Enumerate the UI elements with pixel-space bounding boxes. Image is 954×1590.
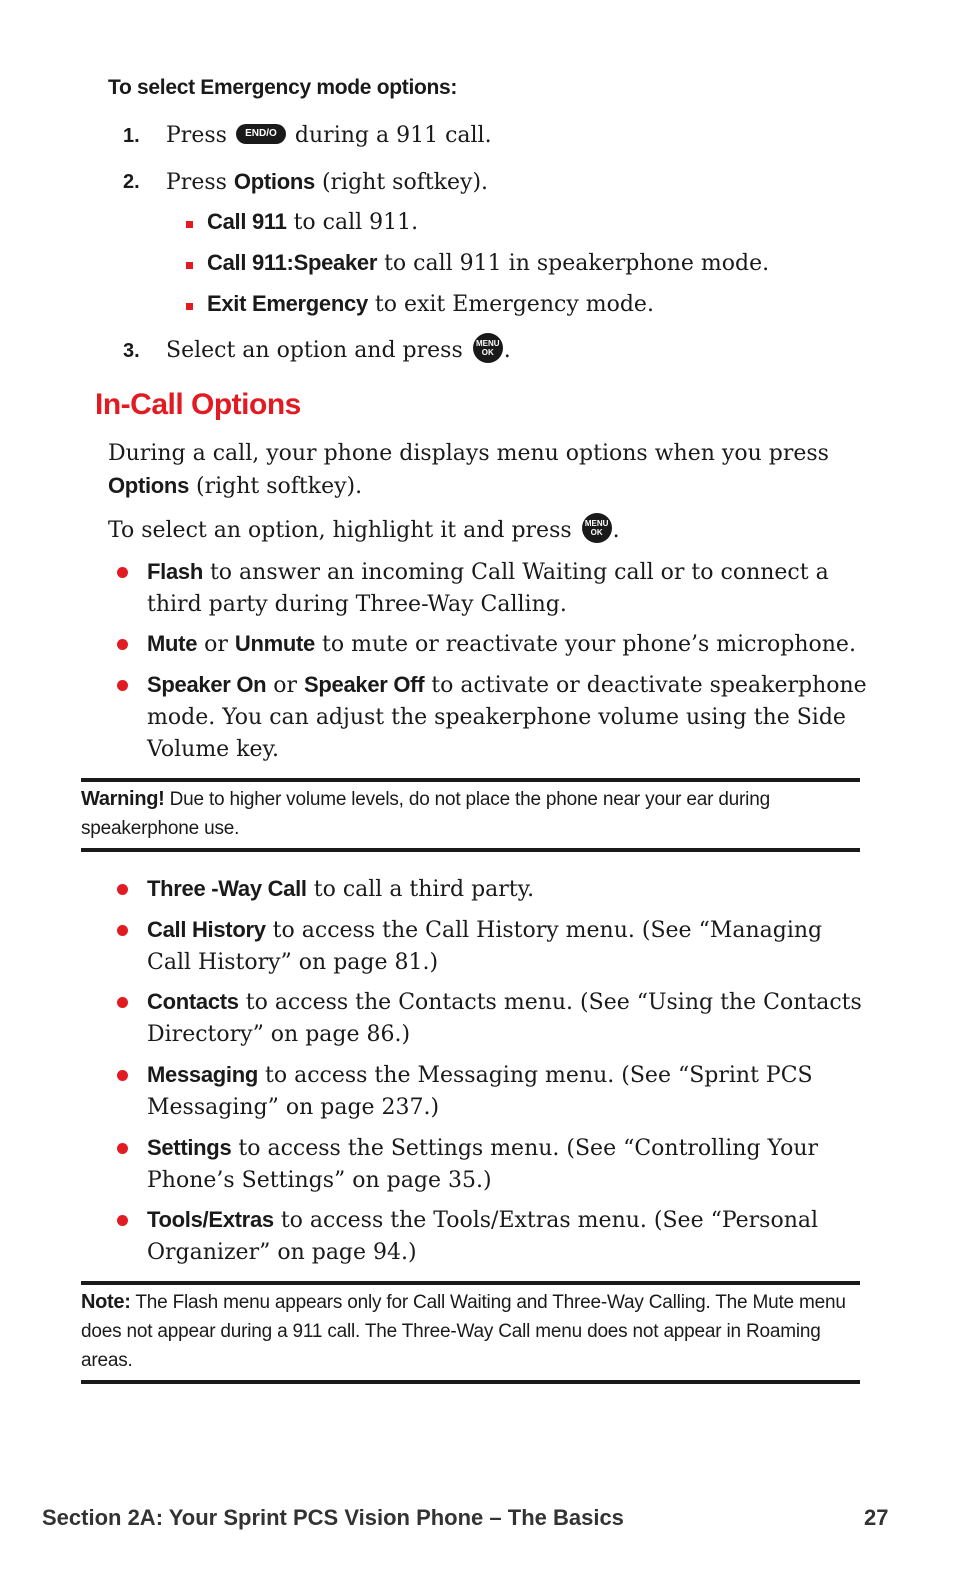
subheading: To select Emergency mode options: <box>108 76 458 99</box>
bullet-icon <box>117 997 128 1008</box>
option-text: to access the Messaging menu. (See “Sprint PCS Messaging” on page 237.) <box>147 1063 813 1120</box>
option-text: to call 911 in speakerphone mode. <box>384 251 770 276</box>
bullet-icon <box>117 567 128 578</box>
step-text: Select an option and press <box>166 338 463 363</box>
step-3 <box>166 335 511 367</box>
option-label: Flash <box>147 559 203 584</box>
warning-box <box>81 785 860 843</box>
option-text: to access the Call History menu. (See “Managing Call History” on page 81.) <box>147 918 823 975</box>
bullet-icon <box>117 680 128 691</box>
option-text: to access the Settings menu. (See “Controlling Your Phone’s Settings” on page 35.) <box>147 1136 819 1193</box>
menu-ok-key-icon: MENU OK <box>473 333 503 363</box>
note-box <box>81 1288 860 1375</box>
step-text: Press <box>166 123 227 148</box>
option-text: or <box>204 632 228 657</box>
step-text: during a 911 call. <box>294 123 492 148</box>
option-label: Mute <box>147 631 198 656</box>
option-label: Messaging <box>147 1062 258 1087</box>
option-text: to mute or reactivate your phone’s microphone. <box>322 632 856 657</box>
step-text: Press <box>166 170 227 195</box>
warning-text: Due to higher volume levels, do not place the phone near your ear during speakerphone use. <box>81 789 770 839</box>
list-item <box>147 628 867 661</box>
bullet-icon <box>117 1215 128 1226</box>
option-text: to activate or deactivate speakerphone mode. You can adjust the speakerphone volume using the Side Volume key. <box>147 673 867 762</box>
option-label: Three -Way Call <box>147 876 307 901</box>
sub-option <box>207 288 654 321</box>
intro-text: (right softkey). <box>196 474 363 499</box>
step-2 <box>166 166 488 199</box>
note-label: Note: <box>81 1291 131 1313</box>
divider <box>81 778 860 782</box>
softkey-label: Options <box>108 473 190 498</box>
list-item <box>147 873 867 906</box>
divider <box>81 848 860 852</box>
instruction-text: . <box>612 518 620 543</box>
step-text: . <box>503 338 511 363</box>
step-number: 3. <box>123 340 140 362</box>
option-text: to access the Tools/Extras menu. (See “Personal Organizer” on page 94.) <box>147 1208 819 1265</box>
list-item <box>147 986 867 1051</box>
section-heading: In-Call Options <box>95 388 301 421</box>
option-text: to exit Emergency mode. <box>374 292 654 317</box>
option-label: Unmute <box>234 631 315 656</box>
option-label: Call 911:Speaker <box>207 250 378 275</box>
list-item <box>147 1132 867 1197</box>
bullet-icon <box>117 925 128 936</box>
step-1 <box>166 120 492 152</box>
instruction-text: To select an option, highlight it and press <box>108 518 572 543</box>
bullet-icon <box>117 639 128 650</box>
note-text: The Flash menu appears only for Call Waiting and Three-Way Calling. The Mute menu does not appear during a 911 call. The Three-Way Call menu does not appear in Roaming areas. <box>81 1292 846 1371</box>
softkey-label: Options <box>233 169 315 194</box>
divider <box>81 1380 860 1384</box>
square-bullet-icon <box>186 303 193 310</box>
intro-paragraph <box>108 438 868 503</box>
list-item <box>147 914 867 979</box>
list-item <box>147 1204 867 1269</box>
option-text: to answer an incoming Call Waiting call or to connect a third party during Three-Way Calling. <box>147 560 829 617</box>
warning-label: Warning! <box>81 788 165 810</box>
list-item <box>147 1059 867 1124</box>
option-text: to call 911. <box>293 210 419 235</box>
bullet-icon <box>117 1070 128 1081</box>
intro-text: During a call, your phone displays menu options when you press <box>108 441 829 466</box>
option-text: to access the Contacts menu. (See “Using the Contacts Directory” on page 86.) <box>147 990 862 1047</box>
option-label: Exit Emergency <box>207 291 368 316</box>
sub-option <box>207 206 418 239</box>
menu-ok-key-icon: MENU OK <box>582 513 612 543</box>
option-label: Call History <box>147 917 266 942</box>
divider <box>81 1281 860 1285</box>
option-label: Speaker On <box>147 672 267 697</box>
square-bullet-icon <box>186 221 193 228</box>
option-label: Speaker Off <box>304 672 425 697</box>
list-item <box>147 669 867 766</box>
option-label: Tools/Extras <box>147 1207 274 1232</box>
option-text: to call a third party. <box>313 877 535 902</box>
footer-section: Section 2A: Your Sprint PCS Vision Phone – The Basics <box>42 1505 624 1530</box>
select-instruction <box>108 515 620 547</box>
option-label: Contacts <box>147 989 239 1014</box>
step-number: 2. <box>123 171 140 193</box>
square-bullet-icon <box>186 262 193 269</box>
end-key-icon: END/O <box>236 124 286 144</box>
option-label: Call 911 <box>207 209 287 234</box>
step-text: (right softkey). <box>321 170 489 195</box>
bullet-icon <box>117 884 128 895</box>
step-number: 1. <box>123 125 140 147</box>
bullet-icon <box>117 1143 128 1154</box>
page-number: 27 <box>864 1505 889 1530</box>
option-text: or <box>273 673 298 698</box>
option-label: Settings <box>147 1135 232 1160</box>
list-item <box>147 556 867 621</box>
sub-option <box>207 247 769 280</box>
